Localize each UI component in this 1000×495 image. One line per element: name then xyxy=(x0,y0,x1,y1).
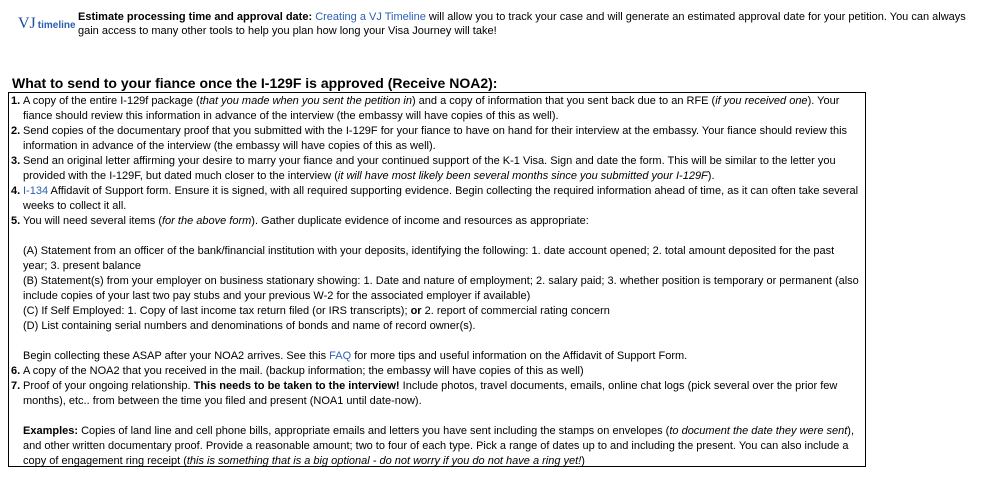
vj-logo-mark: VJ xyxy=(18,15,36,32)
sub-item-c xyxy=(11,304,859,319)
item-text: Send an original letter affirming your desire to marry your fiance and your continued support of the K-1 Visa. Sign and date the form. This will be similar to the letter you provided with the I-129F, but dated much closer to the interview ( xyxy=(23,155,836,182)
item-text: A copy of the entire I-129f package ( xyxy=(23,95,200,107)
banner-rest: will allow you to track your case and will generate an estimated approval date for your petition. You can always gain access to many other tools to help you plan how long your Visa Journey will take! xyxy=(78,11,966,37)
sub-item-a: (A) Statement from an officer of the bank/financial institution with your deposits, identifying the following: 1. date account opened; 2. total amount deposited for the past year; 3. present balance xyxy=(23,245,835,272)
list-item-2 xyxy=(11,124,859,154)
checklist-box xyxy=(8,92,866,467)
item-number: 5. xyxy=(11,215,21,227)
item-text-italic: this is something that is a big optional - do not worry if you do not have a ring yet! xyxy=(186,455,582,467)
item-number: 3. xyxy=(11,155,21,167)
item-text-italic: if you received one xyxy=(715,95,808,107)
list-item-1 xyxy=(11,94,859,124)
timeline-banner xyxy=(14,8,984,42)
spacer xyxy=(11,409,859,424)
item-text: You will need several items ( xyxy=(23,215,162,227)
vj-logo-timeline-word: timeline xyxy=(37,20,76,31)
item-text: ). Your fiance should review this information in advance of the interview (the embassy will have copies of this as well). xyxy=(23,95,840,122)
list-item-3 xyxy=(11,154,859,184)
item-number: 4. xyxy=(11,185,21,197)
list-item-6 xyxy=(11,364,859,379)
item-text: ). xyxy=(707,170,715,182)
item-text: ) xyxy=(581,455,585,467)
list-item-5 xyxy=(11,214,859,229)
item-text: A copy of the NOA2 that you received in the mail. (backup information; the embassy will have copies of this as well) xyxy=(23,365,584,377)
vj-timeline-logo[interactable] xyxy=(18,16,76,33)
item-number: 7. xyxy=(11,380,21,392)
item-text-bold: or xyxy=(410,305,422,317)
faq-link[interactable]: FAQ xyxy=(329,350,352,362)
examples-note xyxy=(11,424,859,469)
item-text: Send copies of the documentary proof that you submitted with the I-129F for your fiance to have on hand for their interview at the embassy. Your fiance should review this information in advance of the interview (the embassy will have copies of this as well). xyxy=(23,125,848,152)
item-number: 6. xyxy=(11,365,21,377)
item-text-italic: that you made when you sent the petition in xyxy=(199,95,412,107)
item-text: ) and a copy of information that you sent back due to an RFE ( xyxy=(411,95,716,107)
banner-lead: Estimate processing time and approval date: xyxy=(78,11,313,23)
item-text: Begin collecting these ASAP after your NOA2 arrives. See this xyxy=(23,350,330,362)
banner-text xyxy=(78,10,978,38)
item-text: Copies of land line and cell phone bills, appropriate emails and letters you have sent including the stamps on envelopes ( xyxy=(78,425,670,437)
sub-item-b: (B) Statement(s) from your employer on business stationary showing: 1. Date and nature of employment; 2. salary paid; 3. whether position is temporary or permanent (also include copies of your last two pay stubs and your previous W-2 for the associated employer if available) xyxy=(23,275,859,302)
item-text: Proof of your ongoing relationship. xyxy=(23,380,194,392)
item-text: 2. report of commercial rating concern xyxy=(421,305,610,317)
item-text: ), and other written documentary proof. Provide a reasonable amount; two to four of each type. Pick a range of dates up to and including the present. You can also include a copy of engagement ring receipt ( xyxy=(23,425,855,467)
item-text-italic: to document the date they were sent xyxy=(669,425,848,437)
item-text: Include photos, travel documents, emails, online chat logs (pick several over the prior few months), etc.. from between the time you filed and present (NOA1 until date-now). xyxy=(23,380,838,407)
section-title: What to send to your fiance once the I-129F is approved (Receive NOA2): xyxy=(12,75,498,91)
spacer xyxy=(11,229,859,244)
item-text: (C) If Self Employed: 1. Copy of last income tax return filed (or IRS transcripts); xyxy=(23,305,411,317)
i134-link[interactable]: I-134 xyxy=(23,185,49,197)
item-text-italic: for the above form xyxy=(162,215,252,227)
item-text-bold: This needs to be taken to the interview! xyxy=(193,380,400,392)
create-timeline-link[interactable]: Creating a VJ Timeline xyxy=(315,11,426,23)
item-text: for more tips and useful information on the Affidavit of Support Form. xyxy=(351,350,688,362)
list-item-4 xyxy=(11,184,859,214)
item-text-italic: it will have most likely been several months since you submitted your I-129F xyxy=(337,170,708,182)
item-text: ). Gather duplicate evidence of income and resources as appropriate: xyxy=(251,215,589,227)
begin-collecting-note xyxy=(11,349,859,364)
item-number: 2. xyxy=(11,125,21,137)
item-text-bold: Examples: xyxy=(23,425,79,437)
list-item-7 xyxy=(11,379,859,409)
spacer xyxy=(11,334,859,349)
item-number: 1. xyxy=(11,95,21,107)
sub-item-d: (D) List containing serial numbers and denominations of bonds and name of record owner(s). xyxy=(23,320,476,332)
item-text: Affidavit of Support form. Ensure it is signed, with all required supporting evidence. Begin collecting the required information ahead of time, as it can often take several weeks to collect it all. xyxy=(23,185,859,212)
